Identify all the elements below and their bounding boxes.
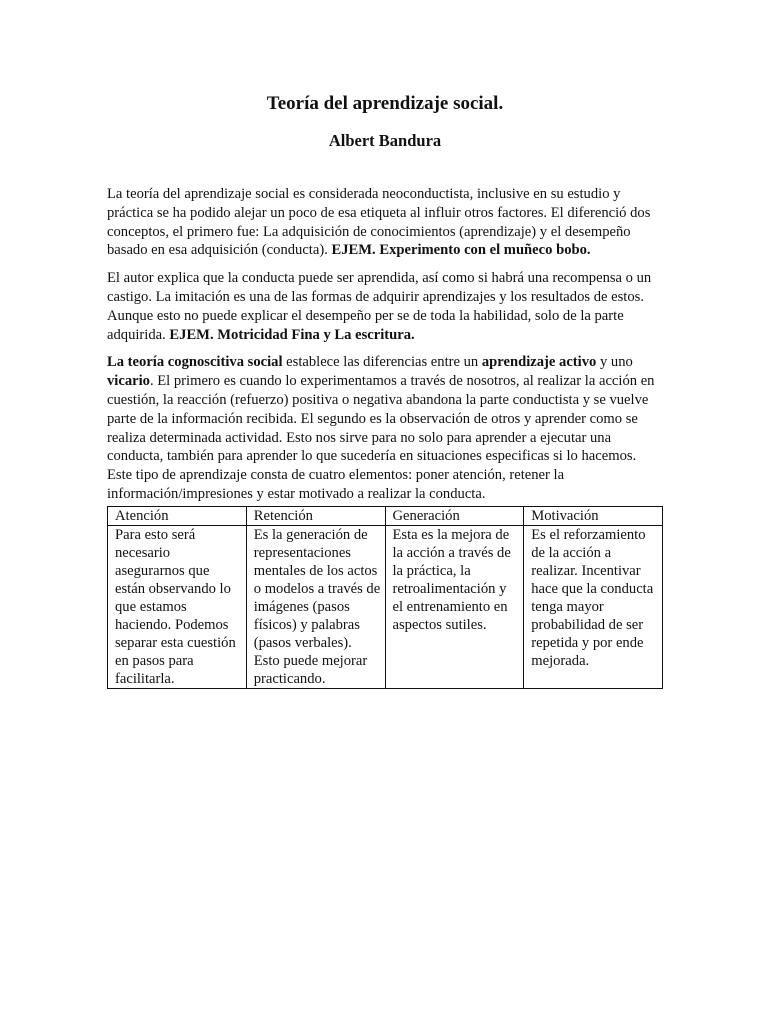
paragraph-2-example: EJEM. Motricidad Fina y La escritura.: [169, 326, 415, 343]
document-page: [107, 92, 663, 689]
paragraph-3-text-b: y uno: [596, 354, 633, 371]
paragraph-2-text: El autor explica que la conducta puede ser aprendida, así como si habrá una recompensa o un castigo. La imitación es una de las formas de adquirir aprendizajes y los resultados de estos. Aunque esto no puede explicar el desempeño per se de toda la habilidad, solo de la parte adquirida.: [107, 270, 652, 343]
table-cell: Esta es la mejora de la acción a través de la práctica, la retroalimentación y el entrenamiento en aspectos sutiles.: [385, 525, 524, 688]
table-header-cell: Generación: [385, 506, 524, 525]
table-cell: Para esto será necesario asegurarnos que están observando lo que estamos haciendo. Podemos separar esta cuestión en pasos para facilitarla.: [108, 525, 247, 688]
document-title: Teoría del aprendizaje social.: [266, 93, 504, 114]
table-row: [108, 525, 663, 688]
paragraph-3-bold-a: aprendizaje activo: [481, 354, 597, 371]
table-cell: Es el reforzamiento de la acción a realizar. Incentivar hace que la conducta tenga mayor probabilidad de ser repetida y por ende mejorada.: [524, 525, 663, 688]
paragraph-1-example: EJEM. Experimento con el muñeco bobo.: [331, 242, 591, 259]
paragraph-2: [107, 269, 663, 344]
elements-table: [107, 506, 663, 689]
paragraph-3-bold-b: vicario: [107, 373, 150, 390]
paragraph-1-text: La teoría del aprendizaje social es considerada neoconductista, inclusive en su estudio y práctica se ha podido alejar un poco de esa etiqueta al influir otros factores. El diferenció dos conceptos, el primero fue: La adquisición de conocimientos (aprendizaje) y el desempeño basado en esa adquisición (conducta).: [107, 186, 651, 259]
table-cell: Es la generación de representaciones mentales de los actos o modelos a través de imágenes (pasos físicos) y palabras (pasos verbales). Esto puede mejorar practicando.: [246, 525, 385, 688]
table-header-cell: Retención: [246, 506, 385, 525]
table-header-cell: Motivación: [524, 506, 663, 525]
paragraph-3-text-a: establece las diferencias entre un: [282, 354, 482, 371]
paragraph-3-text-c: . El primero es cuando lo experimentamos a través de nosotros, al realizar la acción en cuestión, la reacción (refuerzo) positiva o negativa abandona la parte conductista y se vuelve parte de la información recibida. El segundo es la observación de otros y aprender como se realiza determinada actividad. Esto nos sirve para no solo para aprender a ejecutar una conducta, también para aprender lo que sucedería en situaciones especificas si lo hacemos. Este tipo de aprendizaje consta de cuatro elementos: poner atención, retener la información/impresiones y estar motivado a realizar la conducta.: [107, 373, 655, 502]
paragraph-1: [107, 185, 663, 260]
paragraph-3-lead: La teoría cognoscitiva social: [107, 354, 283, 371]
table-header-row: [108, 506, 663, 525]
document-subtitle: Albert Bandura: [328, 131, 442, 150]
paragraph-3: [107, 353, 663, 503]
table-header-cell: Atención: [108, 506, 247, 525]
